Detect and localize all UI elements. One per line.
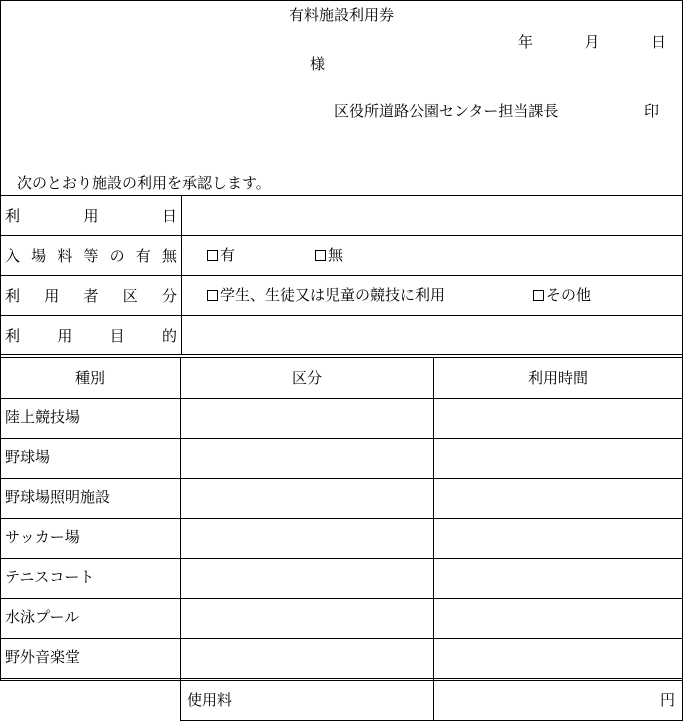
label-char: 用 (83, 206, 99, 225)
entry-fee-no-option[interactable] (315, 245, 343, 265)
label-char: 者 (83, 286, 99, 305)
form-left-border (0, 0, 1, 680)
label-char: 利 (5, 206, 21, 225)
label-char: 利 (5, 286, 21, 305)
label-char: 区 (122, 286, 138, 305)
user-type-other-option[interactable] (533, 285, 591, 305)
recipient-suffix: 様 (310, 55, 326, 73)
label-char: 等 (83, 246, 99, 265)
checkbox-other[interactable] (533, 290, 544, 301)
label-char: 日 (161, 206, 177, 225)
table-row-divider (0, 598, 683, 599)
date-day: 日 (650, 32, 666, 51)
table-row-divider (0, 638, 683, 639)
checkbox-yes[interactable] (207, 250, 218, 261)
entry-fee-yes-option[interactable] (207, 245, 235, 265)
usage-date-label (5, 205, 177, 225)
facility-baseball-field: 野球場 (5, 448, 51, 466)
section-divider (0, 357, 683, 358)
label-char: 有 (135, 246, 151, 265)
option-label: 学生、生徒又は児童の競技に利用 (220, 286, 446, 304)
row-divider (0, 275, 683, 276)
label-char: 利 (5, 326, 21, 345)
header-category: 区分 (291, 369, 322, 387)
checkbox-no[interactable] (315, 250, 326, 261)
header-type: 種別 (74, 369, 105, 387)
label-char: 用 (44, 286, 60, 305)
fee-unit: 円 (660, 691, 676, 709)
option-label: その他 (546, 286, 592, 304)
entry-fee-label (5, 245, 177, 265)
date-year: 年 (518, 32, 534, 51)
label-char: 入 (5, 246, 21, 265)
date-line (518, 30, 666, 52)
table-row-divider (0, 478, 683, 479)
label-char: 目 (109, 326, 125, 345)
approval-text: 次のとおり施設の利用を承認します。 (17, 174, 271, 192)
user-type-label (5, 285, 177, 305)
user-type-student-option[interactable] (207, 285, 445, 305)
fee-amount-field[interactable] (434, 681, 682, 720)
option-label: 有 (220, 246, 236, 264)
table-column-divider (180, 357, 181, 721)
purpose-field[interactable] (182, 316, 682, 354)
label-char: 料 (57, 246, 73, 265)
label-char: 無 (161, 246, 177, 265)
usage-date-field[interactable] (182, 196, 682, 235)
facility-swimming-pool: 水泳プール (5, 608, 80, 626)
date-month: 月 (584, 32, 600, 51)
label-char: 分 (161, 286, 177, 305)
label-char: 用 (57, 326, 73, 345)
section-divider (0, 354, 683, 355)
table-column-divider (433, 357, 434, 721)
option-label: 無 (328, 246, 344, 264)
table-row-divider (0, 398, 683, 399)
table-row-divider (0, 518, 683, 519)
facility-athletics-stadium: 陸上競技場 (5, 408, 81, 426)
header-usage-time: 利用時間 (527, 369, 588, 387)
checkbox-student[interactable] (207, 290, 218, 301)
label-char: の (109, 246, 125, 265)
seal-mark: 印 (644, 102, 660, 120)
facility-tennis-court: テニスコート (5, 568, 95, 586)
table-row-divider (0, 558, 683, 559)
facility-baseball-lighting: 野球場照明施設 (5, 488, 111, 506)
table-bottom-divider (0, 678, 683, 679)
row-divider (0, 235, 683, 236)
header (0, 5, 683, 25)
form-top-border (0, 0, 683, 1)
label-char: 的 (161, 326, 177, 345)
form-title: 有料施設利用券 (288, 6, 394, 24)
table-row-divider (0, 438, 683, 439)
label-char: 場 (31, 246, 47, 265)
fee-label: 使用料 (187, 691, 233, 709)
purpose-label (5, 325, 177, 345)
issuer-title: 区役所道路公園センター担当課長 (334, 102, 559, 120)
facility-soccer-field: サッカー場 (5, 528, 80, 546)
facility-outdoor-music-hall: 野外音楽堂 (5, 648, 81, 666)
